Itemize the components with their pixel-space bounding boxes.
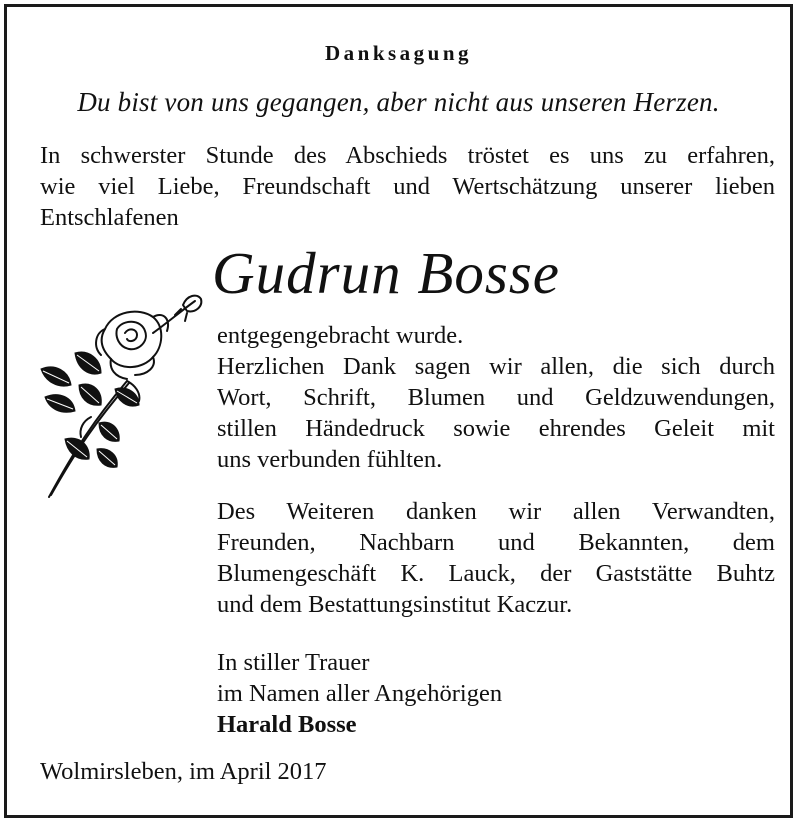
text-line: entgegengebracht wurde. [217,322,464,349]
text-line: uns verbunden fühlten. [217,446,443,473]
text-line: Des Weiteren danken wir allen Verwandten, [217,498,775,525]
place-date: Wolmirsleben, im April 2017 [40,758,327,785]
intro-line: In schwerster Stunde des Abschieds tröstet es uns zu erfahren, [40,142,775,169]
text-line: Wort, Schrift, Blumen und Geldzuwendungen, [217,384,775,411]
deceased-name: Gudrun Bosse [212,240,560,306]
text-line: Blumengeschäft K. Lauck, der Gaststätte Buhtz [217,560,775,587]
intro-text [40,140,775,233]
further-thanks-paragraph [217,496,775,620]
text-line: Freunden, Nachbarn und Bekannten, dem [217,529,775,556]
notice-heading: Danksagung [324,41,473,65]
intro-line: Entschlafenen [40,204,179,231]
signer-name: Harald Bosse [217,711,357,738]
text-line: stillen Händedruck sowie ehrendes Geleit mit [217,415,775,442]
text-line: und dem Bestattungsinstitut Kaczur. [217,591,573,618]
text-line: Herzlichen Dank sagen wir allen, die sich durch [217,353,775,380]
rose-icon [35,289,207,501]
notice-frame [4,4,793,818]
closing-line: im Namen aller Angehörigen [217,680,503,707]
closing-block [217,647,775,740]
closing-line: In stiller Trauer [217,649,370,676]
notice-motto: Du bist von uns gegangen, aber nicht aus unseren Herzen. [77,87,720,117]
intro-line: wie viel Liebe, Freundschaft und Wertschätzung unserer lieben [40,173,775,200]
thanks-paragraph [217,320,775,475]
